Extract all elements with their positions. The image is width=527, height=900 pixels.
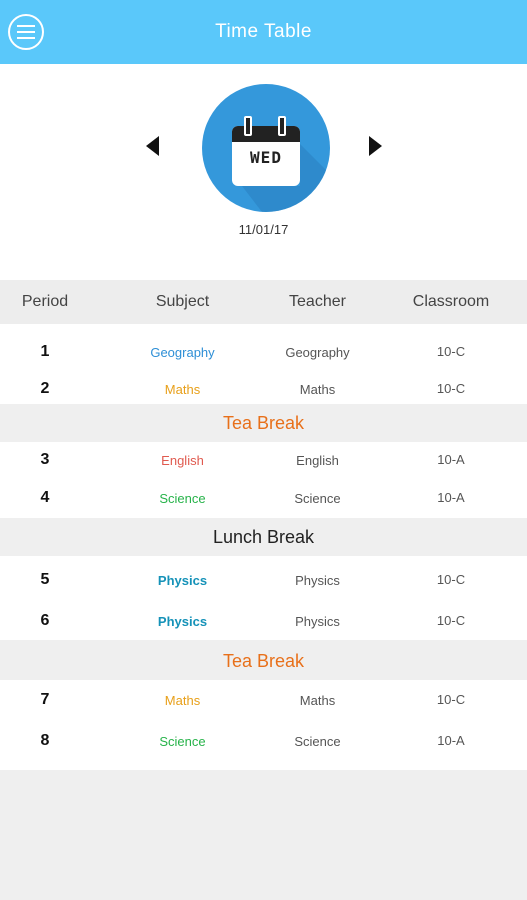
subject-name: Science bbox=[159, 734, 206, 749]
day-selector bbox=[0, 64, 527, 280]
table-row[interactable] bbox=[0, 603, 527, 639]
hamburger-menu-icon[interactable] bbox=[8, 14, 44, 50]
classroom: 10-C bbox=[436, 344, 466, 359]
periods-section-3 bbox=[0, 556, 527, 640]
header-classroom: Classroom bbox=[412, 293, 490, 310]
day-badge bbox=[202, 84, 330, 212]
teacher-name: Geography bbox=[285, 345, 350, 360]
classroom: 10-A bbox=[437, 452, 465, 467]
periods-section-2 bbox=[0, 442, 527, 518]
teacher-name: English bbox=[296, 453, 339, 468]
classroom: 10-A bbox=[437, 733, 465, 748]
table-row[interactable] bbox=[0, 442, 527, 478]
page-title: Time Table bbox=[215, 21, 312, 42]
header-subject: Subject bbox=[155, 293, 210, 310]
table-header bbox=[0, 280, 527, 324]
table-row[interactable] bbox=[0, 562, 527, 598]
teacher-name: Maths bbox=[299, 382, 336, 397]
table-row[interactable] bbox=[0, 334, 527, 370]
periods-section-4 bbox=[0, 680, 527, 770]
period-number: 7 bbox=[40, 691, 50, 708]
period-number: 4 bbox=[40, 489, 50, 506]
teacher-name: Physics bbox=[295, 614, 340, 629]
subject-name: Geography bbox=[150, 345, 215, 360]
subject-name: Physics bbox=[157, 614, 208, 629]
subject-name: Physics bbox=[157, 573, 208, 588]
table-row[interactable] bbox=[0, 682, 527, 718]
break-row: Tea Break bbox=[0, 642, 527, 680]
teacher-name: Physics bbox=[295, 573, 340, 588]
teacher-name: Science bbox=[294, 491, 341, 506]
table-row[interactable] bbox=[0, 371, 527, 407]
period-number: 1 bbox=[40, 343, 50, 360]
table-row[interactable] bbox=[0, 723, 527, 759]
selected-date: 11/01/17 bbox=[238, 222, 289, 237]
calendar-ring-icon bbox=[278, 116, 286, 136]
header-teacher: Teacher bbox=[289, 293, 346, 310]
teacher-name: Science bbox=[294, 734, 341, 749]
table-row[interactable] bbox=[0, 480, 527, 516]
subject-name: English bbox=[161, 453, 204, 468]
header-period: Period bbox=[21, 293, 69, 310]
subject-name: Maths bbox=[164, 382, 201, 397]
period-number: 2 bbox=[40, 380, 50, 397]
subject-name: Science bbox=[159, 491, 206, 506]
calendar-ring-icon bbox=[244, 116, 252, 136]
period-number: 8 bbox=[40, 732, 50, 749]
classroom: 10-C bbox=[436, 613, 466, 628]
classroom: 10-A bbox=[437, 490, 465, 505]
classroom: 10-C bbox=[436, 692, 466, 707]
teacher-name: Maths bbox=[299, 693, 336, 708]
previous-day-arrow-icon[interactable] bbox=[146, 136, 159, 156]
period-number: 3 bbox=[40, 451, 50, 468]
classroom: 10-C bbox=[436, 381, 466, 396]
calendar-icon bbox=[232, 126, 300, 186]
periods-section-1 bbox=[0, 324, 527, 404]
day-label: WED bbox=[250, 148, 282, 167]
classroom: 10-C bbox=[436, 572, 466, 587]
period-number: 6 bbox=[40, 612, 50, 629]
app-header bbox=[0, 0, 527, 64]
break-row: Tea Break bbox=[0, 404, 527, 442]
break-row: Lunch Break bbox=[0, 518, 527, 556]
period-number: 5 bbox=[40, 571, 50, 588]
subject-name: Maths bbox=[164, 693, 201, 708]
next-day-arrow-icon[interactable] bbox=[369, 136, 382, 156]
